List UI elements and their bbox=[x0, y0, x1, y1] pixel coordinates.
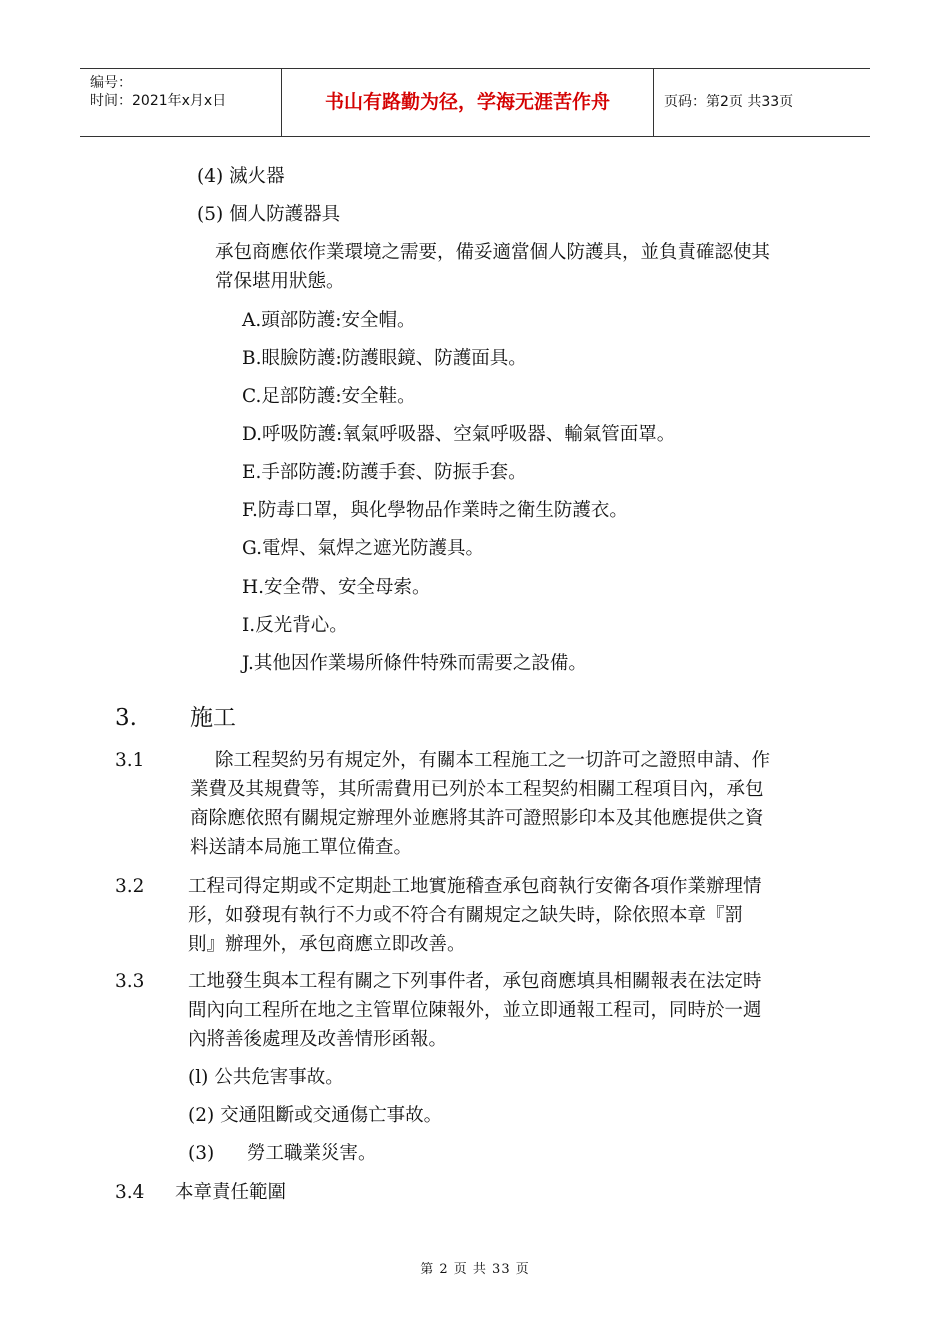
paragraph-line: 工程司得定期或不定期赴工地實施稽查承包商執行安衛各項作業辦理情 bbox=[188, 876, 762, 897]
ppe-list-item: C.足部防護:安全鞋。 bbox=[242, 386, 416, 407]
ppe-list-item: D.呼吸防護:氧氣呼吸器、空氣呼吸器、輸氣管面罩。 bbox=[242, 424, 676, 445]
section-3-number: 3. bbox=[115, 705, 137, 731]
clause-3-3-text bbox=[188, 967, 838, 1054]
ppe-list-item: B.眼臉防護:防護眼鏡、防護面具。 bbox=[242, 348, 527, 369]
ppe-list-item: A.頭部防護:安全帽。 bbox=[242, 310, 416, 331]
page-footer: 第 2 页 共 33 页 bbox=[420, 1262, 530, 1277]
paragraph-line: 常保堪用狀態。 bbox=[215, 271, 345, 292]
ppe-list-item: G.電焊、氣焊之遮光防護具。 bbox=[242, 538, 485, 559]
paragraph-line: 工地發生與本工程有關之下列事件者，承包商應填具相關報表在法定時 bbox=[188, 971, 762, 992]
event-occupational-injury-number: (3) bbox=[188, 1143, 215, 1164]
paragraph-line: 形，如發現有執行不力或不符合有關規定之缺失時，除依照本章『罰 bbox=[188, 905, 744, 926]
paragraph-line: 料送請本局施工單位備查。 bbox=[190, 837, 413, 858]
paragraph-line: 業費及其規費等，其所需費用已列於本工程契約相關工程項目內，承包 bbox=[190, 779, 764, 800]
ppe-list-item: E.手部防護:防護手套、防振手套。 bbox=[242, 462, 527, 483]
item-personal-protective-equipment: (5) 個人防護器具 bbox=[197, 204, 341, 225]
ppe-list-item: I.反光背心。 bbox=[242, 615, 348, 636]
clause-3-1-text bbox=[190, 746, 840, 862]
paragraph-line: 內將善後處理及改善情形函報。 bbox=[188, 1029, 448, 1050]
document-number-label: 编号： bbox=[90, 75, 132, 91]
ppe-list-item: H.安全帶、安全母索。 bbox=[242, 577, 431, 598]
clause-3-2-text bbox=[188, 872, 838, 959]
ppe-intro-paragraph bbox=[215, 238, 865, 296]
paragraph-line: 間內向工程所在地之主管單位陳報外，並立即通報工程司，同時於一週 bbox=[188, 1000, 762, 1021]
clause-3-1-number: 3.1 bbox=[115, 750, 145, 771]
clause-3-4-title: 本章責任範圍 bbox=[175, 1182, 287, 1203]
clause-3-4-number: 3.4 bbox=[115, 1182, 145, 1203]
header-meta-cell bbox=[80, 69, 282, 136]
ppe-list-item: F.防毒口罩，與化學物品作業時之衛生防護衣。 bbox=[242, 500, 628, 521]
ppe-list-item: J.其他因作業場所條件特殊而需要之設備。 bbox=[242, 653, 587, 674]
document-date: 时间：2021年x月x日 bbox=[90, 93, 227, 109]
paragraph-line: 則』辦理外，承包商應立即改善。 bbox=[188, 934, 466, 955]
clause-3-2-number: 3.2 bbox=[115, 876, 145, 897]
header-page-info: 页码：第2页 共33页 bbox=[664, 94, 794, 110]
header-motto: 书山有路勤为径，学海无涯苦作舟 bbox=[282, 69, 654, 136]
section-3-title: 施工 bbox=[190, 705, 236, 731]
paragraph-line: 承包商應依作業環境之需要，備妥適當個人防護具，並負責確認使其 bbox=[215, 242, 771, 263]
event-occupational-injury: 勞工職業災害。 bbox=[247, 1143, 377, 1164]
page-header bbox=[80, 68, 870, 137]
paragraph-line: 商除應依照有關規定辦理外並應將其許可證照影印本及其他應提供之資 bbox=[190, 808, 764, 829]
event-traffic-accident: (2) 交通阻斷或交通傷亡事故。 bbox=[188, 1105, 443, 1126]
clause-3-3-number: 3.3 bbox=[115, 971, 145, 992]
item-fire-extinguisher: (4) 滅火器 bbox=[197, 166, 285, 187]
event-public-hazard: (l) 公共危害事故。 bbox=[188, 1067, 344, 1088]
paragraph-line: 除工程契約另有規定外，有關本工程施工之一切許可之證照申請、作 bbox=[215, 750, 771, 771]
